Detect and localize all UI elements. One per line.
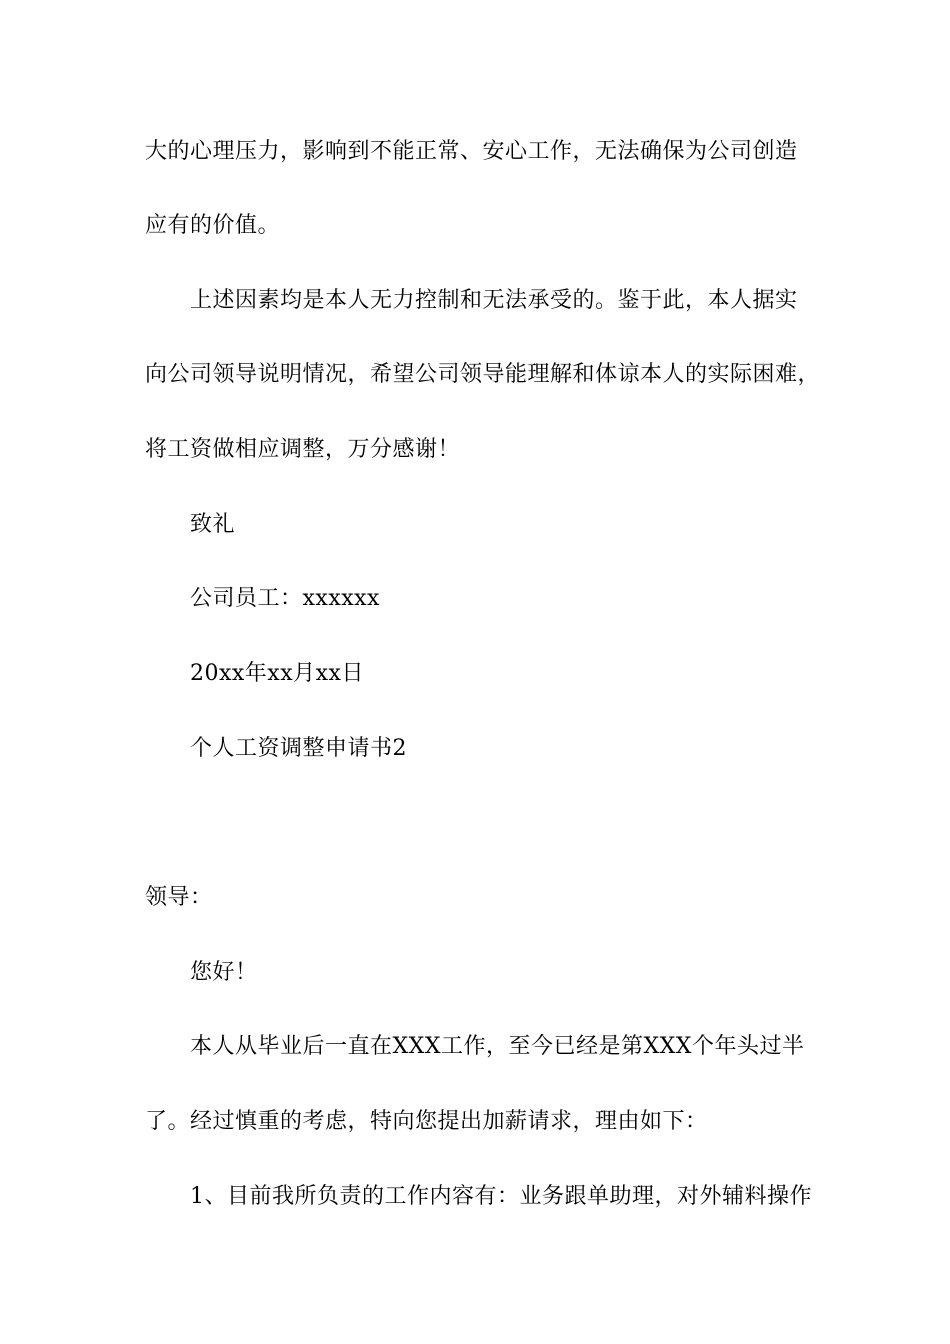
paragraph-line: 向公司领导说明情况，希望公司领导能理解和体谅本人的实际困难， — [145, 362, 821, 387]
signature-line: 公司员工：xxxxxx — [190, 586, 380, 611]
paragraph-line: 1、目前我所负责的工作内容有：业务跟单助理，对外辅料操作 — [190, 1184, 812, 1209]
date-line: 20xx年xx月xx日 — [190, 661, 364, 686]
paragraph-line: 上述因素均是本人无力控制和无法承受的。鉴于此，本人据实 — [190, 288, 798, 313]
paragraph-line: 本人从毕业后一直在XXX工作，至今已经是第XXX个年头过半 — [190, 1034, 805, 1059]
closing-salutation: 致礼 — [190, 512, 236, 537]
section-title: 个人工资调整申请书2 — [190, 736, 407, 761]
greeting-line: 您好！ — [190, 960, 258, 985]
paragraph-line: 应有的价值。 — [145, 213, 281, 238]
paragraph-line: 将工资做相应调整，万分感谢！ — [145, 437, 461, 462]
paragraph-line: 大的心理压力，影响到不能正常、安心工作，无法确保为公司创造 — [145, 139, 798, 164]
paragraph-line: 了。经过慎重的考虑，特向您提出加薪请求，理由如下： — [145, 1109, 708, 1134]
greeting-line: 领导： — [145, 885, 213, 910]
